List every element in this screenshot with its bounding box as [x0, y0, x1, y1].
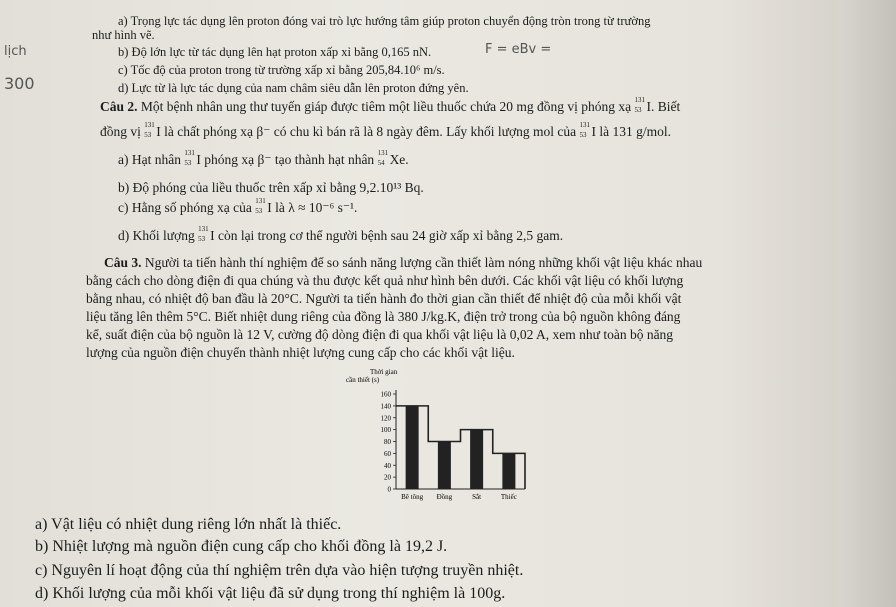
y-tick-label: 0 [387, 485, 391, 494]
q3-line6: lượng của nguồn điện chuyển thành nhiệt lượng cung cấp cho các khối vật liệu. [86, 345, 515, 360]
q3-line1: Câu 3. Người ta tiến hành thí nghiệm để so sánh năng lượng cần thiết làm nóng những khối vật liệu khác nhau [104, 255, 703, 270]
q3-line4: liệu tăng lên thêm 5°C. Biết nhiệt dung riêng của đồng là 380 J/kg.K, điện trở trong của bộ nguồn không đáng [86, 309, 681, 324]
y-tick-label: 60 [384, 449, 391, 458]
y-axis-label-line2: cần thiết (s) [346, 376, 380, 384]
q1-option-a: a) Trọng lực tác dụng lên proton đóng vai trò lực hướng tâm giúp proton chuyển động tròn trong từ trường [118, 14, 651, 28]
q2-option-d: d) Khối lượng 131 53 I còn lại trong cơ thể người bệnh sau 24 giờ xấp xỉ bằng 2,5 gam. [118, 225, 564, 243]
q3-option-b: b) Nhiệt lượng mà nguồn điện cung cấp cho khối đồng là 19,2 J. [35, 538, 448, 555]
heating-time-bar-chart [340, 362, 540, 512]
q2-option-c: c) Hằng số phóng xạ của 131 53 I là λ ≈ 10⁻⁶ s⁻¹. [118, 197, 358, 215]
handwritten-note: F = eBv = [485, 42, 552, 57]
bar-Đồng [438, 442, 451, 490]
q3-option-a: a) Vật liệu có nhiệt dung riêng lớn nhất là thiếc. [35, 516, 342, 533]
bar-Bê tông [406, 406, 419, 489]
q2-line1: Câu 2. Một bệnh nhân ung thư tuyến giáp được tiêm một liều thuốc chứa 20 mg đồng vị phóng xạ 131 53 I. Biết [100, 96, 681, 114]
q3-title: Câu 3. [104, 255, 142, 270]
x-tick-label: Bê tông [401, 493, 424, 501]
q3-option-d: d) Khối lượng của mỗi khối vật liệu đã sử dụng trong thí nghiệm là 100g. [35, 585, 506, 602]
bar-Sắt [470, 430, 483, 489]
bar-Thiếc [502, 453, 515, 489]
q2-option-b: b) Độ phóng của liều thuốc trên xấp xỉ bằng 9,2.10¹³ Bq. [118, 180, 424, 195]
y-tick-label: 80 [384, 438, 391, 446]
q2-line2: đồng vị 131 53 I là chất phóng xạ β⁻ có chu kì bán rã là 8 ngày đêm. Lấy khối lượng mol của 131 53 I là 131 g/mol. [100, 121, 671, 139]
q3-option-c: c) Nguyên lí hoạt động của thí nghiệm trên dựa vào hiện tượng truyền nhiệt. [35, 562, 524, 579]
y-tick-label: 120 [380, 414, 391, 423]
page-edge [838, 0, 896, 607]
y-tick-label: 100 [380, 426, 391, 435]
q1-option-a-cont: như hình vẽ. [92, 28, 155, 42]
q3-line2: bằng cách cho dòng điện đi qua chúng và thu được kết quả như hình bên dưới. Các khối vật liệu có khối lượng [86, 273, 684, 288]
y-tick-label: 140 [380, 402, 391, 411]
margin-note-2: 300 [4, 74, 35, 93]
x-tick-label: Đồng [436, 493, 453, 501]
q2-title: Câu 2. [100, 99, 138, 114]
x-tick-label: Thiếc [500, 493, 517, 501]
iodine-isotope: 131 53 [634, 96, 646, 114]
q3-line5: kể, suất điện của bộ nguồn là 12 V, cường độ dòng điện đi qua khối vật liệu là 0,02 A, xem như toàn bộ năng [86, 327, 674, 342]
y-axis-label-line1: Thời gian [370, 368, 398, 376]
y-tick-label: 40 [384, 461, 391, 470]
q2-option-a: a) Hạt nhân 131 53 I phóng xạ β⁻ tạo thành hạt nhân 131 54 Xe. [118, 149, 409, 167]
x-tick-label: Sắt [472, 493, 482, 501]
q1-option-d: d) Lực từ là lực tác dụng của nam châm siêu dẫn lên proton đứng yên. [118, 81, 469, 95]
y-tick-label: 160 [380, 390, 391, 399]
q1-option-c: c) Tốc độ của proton trong từ trường xấp xỉ bằng 205,84.10⁶ m/s. [118, 63, 445, 77]
q1-option-b: b) Độ lớn lực từ tác dụng lên hạt proton xấp xỉ bằng 0,165 nN. [118, 45, 432, 59]
y-tick-label: 20 [384, 473, 391, 482]
q3-line3: bằng nhau, có nhiệt độ ban đầu là 20°C. Người ta tiến hành đo thời gian cần thiết để nhiệt độ của mỗi khối vật [86, 291, 682, 306]
margin-note-1: lịch [4, 44, 27, 59]
